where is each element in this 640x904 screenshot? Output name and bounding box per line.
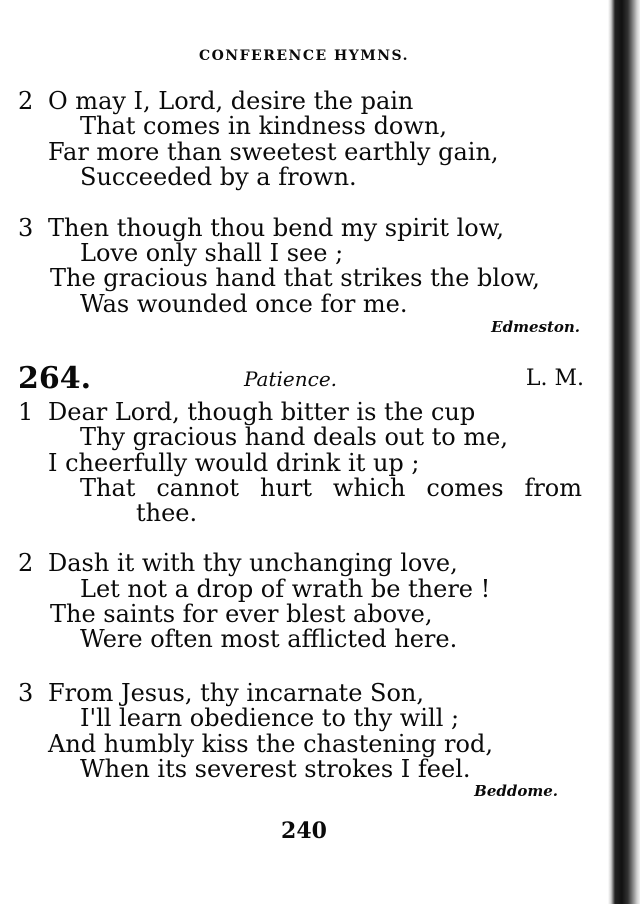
stanza-number: 2 [18,549,34,577]
page-number: 240 [281,818,327,844]
verse-line: And humbly kiss the chastening rod, [48,730,493,758]
stanza-number: 3 [18,214,34,242]
verse-line: 2 O may I, Lord, desire the pain [18,87,414,115]
verse-line: I cheerfully would drink it up ; [48,449,420,477]
verse-line: When its severest strokes I feel. [80,755,471,783]
hymn-number: 264. [18,361,92,396]
verse-line: Love only shall I see ; [80,239,344,267]
running-header: CONFERENCE HYMNS. [198,48,410,64]
verse-line: thee. [136,499,198,527]
verse-line: 3 From Jesus, thy incarnate Son, [18,679,424,707]
verse-line: Thy gracious hand deals out to me, [80,423,508,451]
hymn-meter: L. M. [525,366,584,391]
hymn-author: Beddome. [474,782,558,800]
hymn-heading [18,362,584,396]
verse-line: 3 Then though thou bend my spirit low, [18,214,505,242]
hymn-title: Patience. [244,367,338,391]
verse-line: Far more than sweetest earthly gain, [48,138,499,166]
stanza-number: 1 [18,398,34,426]
verse-line: Let not a drop of wrath be there ! [80,575,491,603]
verse-line: 2 Dash it with thy unchanging love, [18,549,458,577]
verse-line: 1 Dear Lord, though bitter is the cup [18,398,476,426]
stanza-number: 2 [18,87,34,115]
previous-hymn-author: Edmeston. [491,318,580,336]
verse-line: The gracious hand that strikes the blow, [50,264,540,292]
verse-line: Succeeded by a frown. [80,163,357,191]
book-binding-edge [608,0,640,904]
stanza-number: 3 [18,679,34,707]
verse-line: The saints for ever blest above, [50,600,433,628]
verse-line: I'll learn obedience to thy will ; [80,704,460,732]
verse-line: That comes in kindness down, [80,112,448,140]
verse-line: Were often most afflicted here. [80,625,458,653]
verse-line: Was wounded once for me. [80,290,408,318]
verse-line: That cannot hurt which comes from [80,474,582,502]
